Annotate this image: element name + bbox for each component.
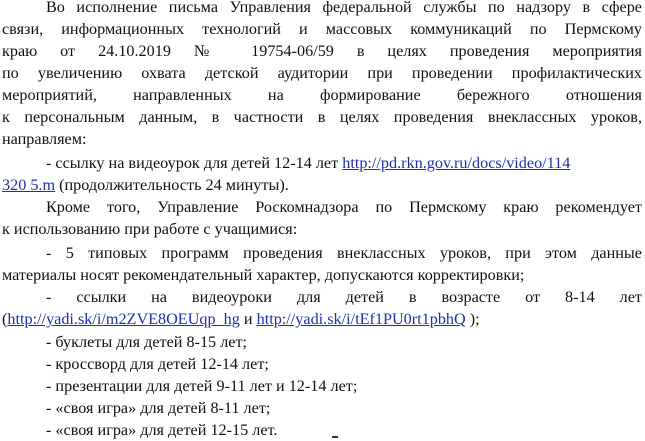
list-item-cont: материалы носят рекомендательный характер, допускаются корректировки;	[2, 266, 525, 284]
paragraph-line: мероприятий, направленных на формирование бережного отношения	[2, 86, 642, 104]
list-item-cont	[2, 308, 642, 330]
list-item: - презентации для детей 9-11 лет и 12-14 лет;	[46, 377, 358, 395]
item-text: (продолжительность 24 минуты).	[55, 176, 289, 194]
list-item: - 5 типовых программ проведения внеклассных уроков, при этом данные	[46, 244, 642, 262]
video-lesson-item	[46, 152, 642, 174]
yadisk-link-2[interactable]: http://yadi.sk/i/tEf1PU0rt1pbhQ	[256, 310, 466, 328]
paragraph-line: Кроме того, Управление Роскомнадзора по Пермскому краю рекомендует	[46, 198, 642, 216]
video-lesson-item-cont	[2, 174, 642, 196]
paragraph-line: к использованию при работе с учащимися:	[2, 220, 298, 238]
paragraph-line: к персональным данным, в частности в целях проведения внеклассных уроков,	[2, 108, 642, 126]
paragraph-line: краю от 24.10.2019 № 19754-06/59 в целях проведения мероприятия	[2, 42, 642, 60]
conjunction: и	[239, 310, 257, 328]
paragraph-line: направляем:	[2, 130, 87, 148]
video-link-part1[interactable]: http://pd.rkn.gov.ru/docs/video/114	[342, 154, 571, 172]
list-item: - буклеты для детей 8-15 лет;	[46, 333, 248, 351]
list-item: - ссылки на видеоуроки для детей в возрасте от 8-14 лет	[46, 288, 642, 306]
scan-mark	[332, 436, 338, 438]
paren-close: );	[465, 310, 480, 328]
item-text: - ссылку на видеоурок для детей 12-14 лет	[46, 154, 343, 172]
paren: (	[2, 310, 8, 328]
video-link-part2[interactable]: 320 5.m	[2, 176, 56, 194]
list-item: - кроссворд для детей 12-14 лет;	[46, 355, 269, 373]
paragraph-line: связи, информационных технологий и массовых коммуникаций по Пермскому	[2, 20, 642, 38]
list-item: - «своя игра» для детей 12-15 лет.	[46, 421, 278, 439]
list-item: - «своя игра» для детей 8-11 лет;	[46, 399, 271, 417]
paragraph-line: Во исполнение письма Управления федеральной службы по надзору в сфере	[46, 0, 642, 16]
yadisk-link-1[interactable]: http://yadi.sk/i/m2ZVE8OEUqp_hg	[7, 310, 240, 328]
paragraph-line: по увеличению охвата детской аудитории при проведении профилактических	[2, 64, 642, 82]
